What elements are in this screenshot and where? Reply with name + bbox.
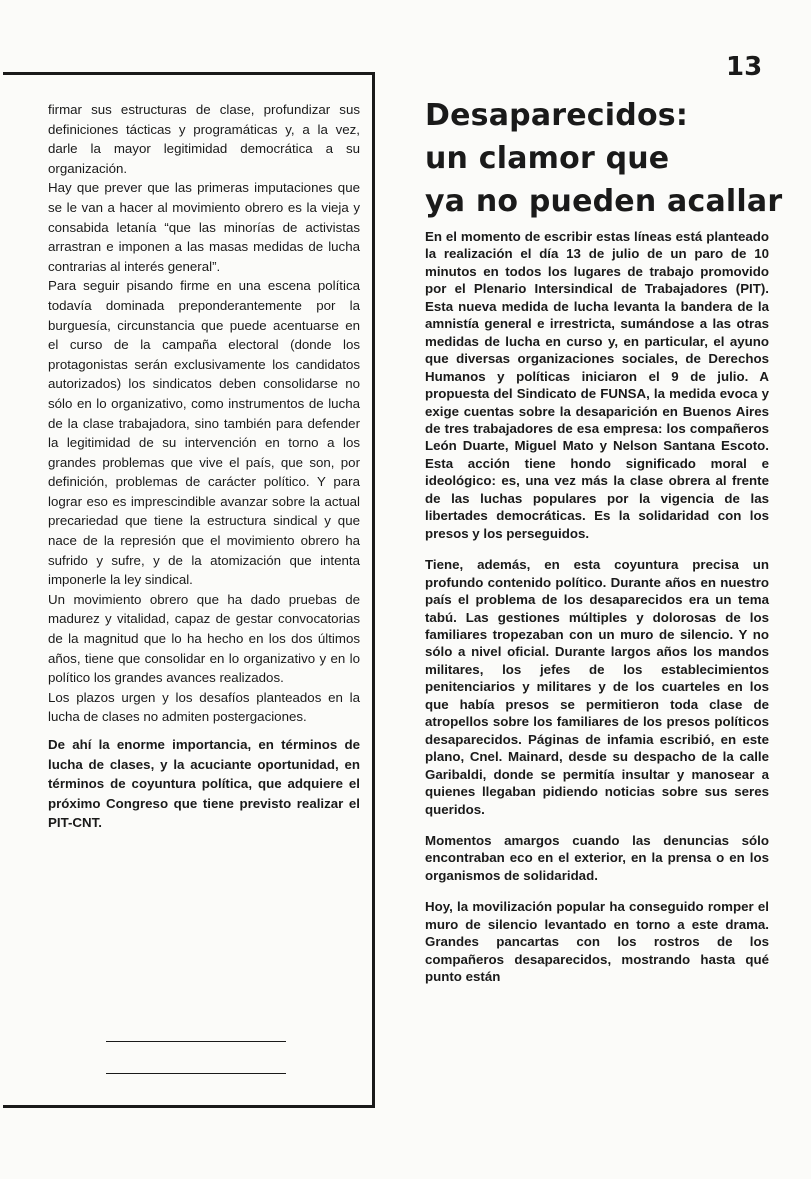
- left-paragraph: Un movimiento obrero que ha dado pruebas de madurez y vitalidad, capaz de gestar convocatorias de la magnitud que lo ha hecho en los dos últimos años, tiene que consolidar en lo organizativo y en lo político los grandes avances realizados.: [48, 591, 360, 686]
- article-paragraph: En el momento de escribir estas líneas está planteado la realización el día 13 de julio de un paro de 10 minutos en todos los lugares de trabajo promovido por el Plenario Intersindical de Trabajadores (PIT). Esta nueva medida de lucha levanta la bandera de la amnistía general e irrestricta, sumándose a las otras medidas de lucha en curso y, en particular, el ayuno que diversas organizaciones sociales, de Derechos Humanos y políticas iniciaron el 9 de julio. A propuesta del Sindicato de FUNSA, la medida evoca y exige cuentas sobre la desaparición en Buenos Aires de tres trabajadores de esa empresa: los compañeros León Duarte, Miguel Mato y Nelson Santana Escoto. Esta acción tiene hondo significado moral e ideológico: es, una vez más la clase obrera al frente de las luchas populares por la vigencia de las libertades democráticas. Es la solidaridad con los presos y los perseguidos.: [425, 229, 769, 541]
- left-paragraph: Los plazos urgen y los desafíos planteados en la lucha de clases no admiten postergaciones.: [48, 689, 360, 725]
- article-paragraph: Hoy, la movilización popular ha conseguido romper el muro de silencio levantado en torno a este drama. Grandes pancartas con los rostros de los compañeros desaparecidos, mostrando hasta qué punto están: [425, 899, 769, 985]
- page-number: 13: [726, 52, 763, 82]
- divider-line: [106, 1041, 286, 1042]
- article-paragraph: Tiene, además, en esta coyuntura precisa un profundo contenido político. Durante años en nuestro país el problema de los desaparecidos era un tema tabú. Las gestiones múltiples y dolorosas de los familiares tropezaban con un muro de silencio. Y no sólo a nivel oficial. Durante largos años los mandos militares, los jefes de los establecimientos penitenciarios y militares y de los cuarteles en los que había presos se permitieron toda clase de atropellos sobre los familiares de los presos políticos desaparecidos. Páginas de infamia escribió, en este plano, Cnel. Mainard, desde su despacho de la calle Garibaldi, donde se permitía insultar y manosear a quienes llegaban pidiendo noticias sobre sus seres queridos.: [425, 557, 769, 817]
- left-paragraph: Hay que prever que las primeras imputaciones que se le van a hacer al movimiento obrero es la vieja y consabida letanía “que las minorías de activistas arrastran e imponen a las masas medidas de lucha contrarias al interés general”.: [48, 180, 360, 274]
- headline-line: Desaparecidos:: [425, 98, 689, 133]
- headline-line: un clamor que: [425, 141, 670, 176]
- article-body: [425, 228, 769, 986]
- left-paragraph: Para seguir pisando firme en una escena política todavía dominada preponderantemente por la burguesía, circunstancia que puede acentuarse en el curso de la campaña electoral (donde los protagonistas serán exclusivamente los candidatos autorizados) los sindicatos deben consolidarse no sólo en lo organizativo, como instrumentos de lucha de la clase trabajadora, sino también para defender la legitimidad de su intervención en torno a los grandes problemas que vive el país, que son, por definición, problemas de carácter político. Y para lograr eso es imprescindible avanzar sobre la actual precariedad que tiene la estructura sindical y que nace de la represión que el movimiento obrero ha sufrido y sufre, y de la atomización que intenta imponerle la ley sindical.: [48, 278, 360, 588]
- left-paragraph: firmar sus estructuras de clase, profundizar sus definiciones tácticas y programáticas y, a la vez, darle la mayor legitimidad democrática a su organización.: [48, 102, 360, 176]
- left-paragraph-conclusion: De ahí la enorme importancia, en términos de lucha de clases, y la acuciante oportunidad, en términos de coyuntura política, que adquiere el próximo Congreso que tiene previsto realizar el PIT-CNT.: [48, 737, 360, 831]
- article-headline: [425, 94, 800, 223]
- headline-line: ya no pueden acallar: [425, 184, 783, 219]
- article-paragraph: Momentos amargos cuando las denuncias sólo encontraban eco en el exterior, en la prensa o en los organismos de solidaridad.: [425, 832, 769, 883]
- divider-line: [106, 1073, 286, 1074]
- left-column-text: [48, 100, 360, 833]
